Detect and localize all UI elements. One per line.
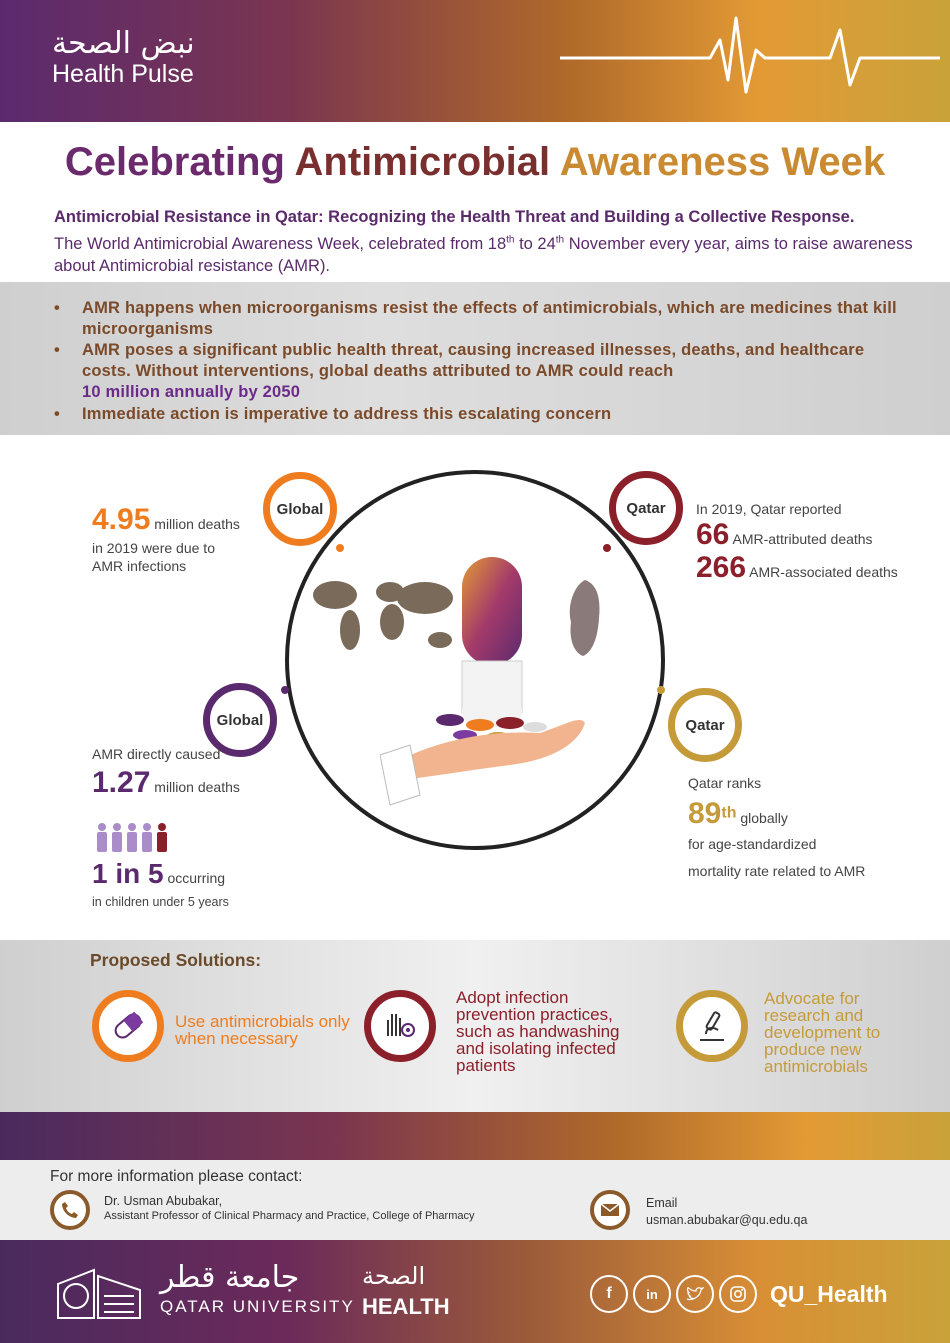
- qatar-badge: Qatar: [609, 471, 683, 545]
- fact-item: • AMR happens when microorganisms resist the effects of antimicrobials, which are medicines that kill microorganisms: [54, 298, 914, 340]
- contact-section: [0, 1160, 950, 1240]
- health-english: HEALTH: [362, 1294, 450, 1319]
- phone-icon: [50, 1190, 90, 1230]
- global-badge: Global: [263, 472, 337, 546]
- facebook-icon[interactable]: f: [590, 1275, 628, 1313]
- intro-heading: Antimicrobial Resistance in Qatar: Recognizing the Health Threat and Building a Collective Response.: [54, 208, 855, 226]
- connector-dot: [603, 544, 611, 552]
- social-handle[interactable]: QU_Health: [770, 1281, 888, 1307]
- hand-virus-icon: [364, 990, 436, 1062]
- facts-panel: [0, 282, 950, 435]
- connector-dot: [657, 686, 665, 694]
- connector-dot: [336, 544, 344, 552]
- qatar-university-logo: [54, 1266, 144, 1322]
- capsule-hand-illustration: [380, 555, 590, 825]
- twitter-icon[interactable]: [676, 1275, 714, 1313]
- footer: [0, 1240, 950, 1343]
- email-link[interactable]: usman.abubakar@qu.edu.qa: [646, 1213, 808, 1227]
- qu-arabic: جامعة قطر: [160, 1260, 300, 1295]
- connector-dot: [281, 686, 289, 694]
- header-banner: [0, 0, 950, 122]
- brand-english: Health Pulse: [52, 60, 194, 88]
- gradient-band: [0, 1112, 950, 1160]
- qu-english: QATAR UNIVERSITY: [160, 1297, 355, 1316]
- mail-icon: [590, 1190, 630, 1230]
- solution-text: Use antimicrobials only when necessary: [175, 1012, 350, 1048]
- children-stat: 1 in 5 occurring in children under 5 years: [92, 858, 229, 910]
- solution-text: Adopt infection prevention practices, such as handwashing and isolating infected patients: [456, 988, 620, 1075]
- qatar-deaths-stat: In 2019, Qatar reported 66 AMR-attributed deaths 266 AMR-associated deaths: [696, 501, 898, 585]
- solution-text: Advocate for research and development to produce new antimicrobials: [764, 989, 881, 1076]
- fact-item: • Immediate action is imperative to address this escalating concern: [54, 404, 914, 425]
- contact-name: Dr. Usman Abubakar,: [104, 1194, 223, 1208]
- qatar-badge: Qatar: [668, 688, 742, 762]
- contact-heading: For more information please contact:: [50, 1168, 303, 1185]
- email-label: Email: [646, 1196, 678, 1210]
- heartbeat-icon: [560, 10, 940, 100]
- solutions-title: Proposed Solutions:: [90, 950, 262, 970]
- people-icon: [95, 822, 170, 854]
- brand-arabic: نبض الصحة: [52, 26, 195, 61]
- health-arabic: الصحة: [362, 1262, 426, 1290]
- capsule-icon: [92, 990, 164, 1062]
- global-deaths-stat: 4.95 million deaths in 2019 were due to AMR infections: [92, 503, 240, 575]
- intro-text: The World Antimicrobial Awareness Week, celebrated from 18th to 24th November every year, aims to raise awareness about Antimicrobial resistance (AMR).: [54, 234, 913, 276]
- global-direct-deaths-stat: AMR directly caused 1.27 million deaths: [92, 746, 240, 800]
- contact-role: Assistant Professor of Clinical Pharmacy and Practice, College of Pharmacy: [104, 1210, 475, 1222]
- instagram-icon[interactable]: [719, 1275, 757, 1313]
- solutions-panel: [0, 940, 950, 1112]
- page-title: Celebrating Antimicrobial Awareness Week: [64, 140, 886, 184]
- global-badge: Global: [203, 683, 277, 757]
- qatar-rank-stat: Qatar ranks 89th globally for age-standardized mortality rate related to AMR: [688, 775, 866, 879]
- linkedin-icon[interactable]: in: [633, 1275, 671, 1313]
- fact-item: • AMR poses a significant public health threat, causing increased illnesses, deaths, and healthcare costs. Without interventions, global deaths attributed to AMR could reach 10 million annually by 2050: [54, 340, 914, 403]
- microscope-icon: [676, 990, 748, 1062]
